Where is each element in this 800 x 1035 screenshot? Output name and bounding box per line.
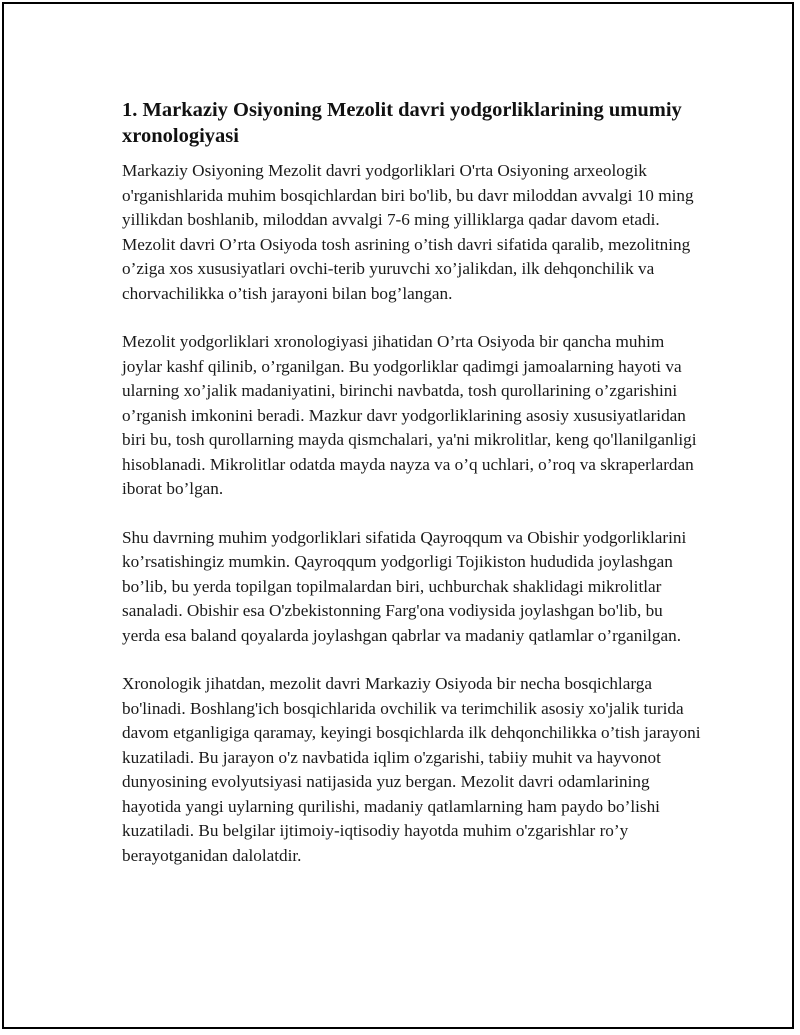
page-frame	[2, 2, 794, 1029]
paragraph-2: Mezolit yodgorliklari xronologiyasi jihatidan O’rta Osiyoda bir qancha muhim joylar kashf qilinib, o’rganilgan. Bu yodgorliklar qadimgi jamoalarning hayoti va ularning xo’jalik madaniyatini, birinchi navbatda, tosh qurollarining o’zgarishini o’rganish imkonini beradi. Mazkur davr yodgorliklarining asosiy xususiyatlaridan biri bu, tosh qurollarning mayda qismchalari, ya'ni mikrolitlar, keng qo'llanilganligi hisoblanadi. Mikrolitlar odatda mayda nayza va o’q uchlari, o’roq va skraperlardan iborat bo’lgan.	[122, 332, 697, 498]
paragraph-1: Markaziy Osiyoning Mezolit davri yodgorliklari O'rta Osiyoning arxeologik o'rganishlarida muhim bosqichlardan biri bo'lib, bu davr miloddan avvalgi 10 ming yillikdan boshlanib, miloddan avvalgi 7-6 ming yilliklarga qadar davom etadi. Mezolit davri O’rta Osiyoda tosh asrining o’tish davri sifatida qaralib, mezolitning o’ziga xos xususiyatlari ovchi-terib yuruvchi xo’jalikdan, ilk dehqonchilik va chorvachilikka o’tish jarayoni bilan bog’langan.	[122, 161, 694, 303]
document-title: 1. Markaziy Osiyoning Mezolit davri yodgorliklarining umumiy xronologiyasi	[122, 99, 682, 147]
document-body	[122, 97, 702, 892]
paragraph-3: Shu davrning muhim yodgorliklari sifatida Qayroqqum va Obishir yodgorliklarini ko’rsatishingiz mumkin. Qayroqqum yodgorligi Tojikiston hududida joylashgan bo’lib, bu yerda topilgan topilmalardan biri, uchburchak shaklidagi mikrolitlar sanaladi. Obishir esa O'zbekistonning Farg'ona vodiysida joylashgan bo'lib, bu yerda esa baland qoyalarda joylashgan qabrlar va madaniy qatlamlar o’rganilgan.	[122, 527, 687, 645]
paragraph-4: Xronologik jihatdan, mezolit davri Markaziy Osiyoda bir necha bosqichlarga bo'linadi. Boshlang'ich bosqichlarida ovchilik va terimchilik asosiy xo'jalik turida davom etganligiga qaramay, keyingi bosqichlarda ilk dehqonchilikka o’tish jarayoni kuzatiladi. Bu jarayon o'z navbatida iqlim o'zgarishi, tabiiy muhit va hayvonot dunyosining evolyutsiyasi natijasida yuz bergan. Mezolit davri odamlarining hayotida yangi uylarning qurilishi, madaniy qatlamlarning ham paydo bo’lishi kuzatiladi. Bu belgilar ijtimoiy-iqtisodiy hayotda muhim o'zgarishlar ro’y berayotganidan dalolatdir.	[122, 674, 701, 865]
